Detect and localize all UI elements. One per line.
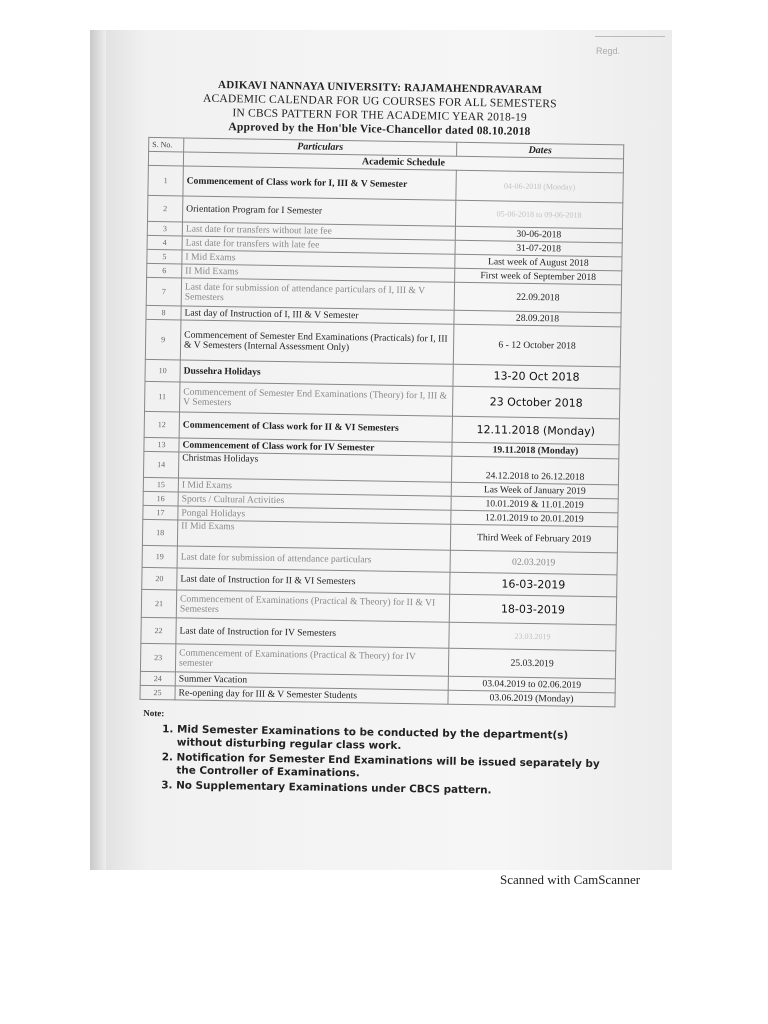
scanner-watermark: Scanned with CamScanner [500, 872, 641, 887]
row-number: 8 [146, 305, 181, 320]
row-date: 22.09.2018 [454, 282, 621, 313]
row-number: 18 [142, 519, 177, 546]
scanned-page [90, 30, 672, 870]
row-particular: Commencement of Semester End Examinations (Practicals) for I, III & V Semesters (Internal Assessment Only) [180, 320, 454, 364]
row-particular: Christmas Holidays [178, 452, 451, 482]
row-date: 03.06.2019 (Monday) [448, 690, 615, 707]
row-particular: Sports / Cultural Activities [178, 492, 451, 510]
row-particular: Commencement of Class work for II & VI Semesters [179, 412, 452, 442]
row-number: 5 [147, 249, 182, 264]
notes-label: Note: [143, 707, 165, 719]
row-number: 20 [142, 567, 177, 590]
row-date: Las Week of January 2019 [451, 482, 618, 499]
row-date: 10.01.2019 & 11.01.2019 [451, 496, 618, 513]
row-date-handwritten: 13-20 Oct 2018 [453, 364, 620, 389]
row-date: Last week of August 2018 [455, 254, 622, 271]
note-item: 2. Notification for Semester End Examinations will be issued separately by the Controller of Examinations. [176, 751, 608, 784]
corner-mark: Regd. [596, 46, 621, 56]
row-particular: Summer Vacation [175, 672, 448, 690]
row-particular: II Mid Exams [177, 520, 450, 550]
row-date: Third Week of February 2019 [450, 524, 617, 553]
row-number: 9 [145, 319, 181, 360]
row-particular: I Mid Exams [182, 250, 455, 268]
row-date: First week of September 2018 [455, 268, 622, 285]
row-date: 25.03.2019 [448, 648, 615, 679]
row-particular: Orientation Program for I Semester [182, 196, 455, 226]
row-date: 04-06-2018 (Monday) [456, 170, 623, 203]
row-particular: II Mid Exams [182, 264, 455, 282]
row-number: 3 [147, 221, 182, 236]
row-number: 2 [148, 195, 183, 222]
column-header-sno: S. No. [149, 137, 184, 152]
row-date: 24.12.2018 to 26.12.2018 [451, 456, 618, 485]
notes-list [176, 723, 609, 799]
row-number: 22 [141, 617, 176, 644]
row-particular: Last date for submission of attendance particulars of I, III & V Semesters [181, 278, 454, 310]
row-number: 14 [143, 451, 178, 478]
row-number: 11 [145, 381, 180, 412]
row-number: 15 [143, 477, 178, 492]
academic-calendar-table [139, 137, 624, 707]
row-number: 17 [143, 505, 178, 520]
row-number: 19 [142, 545, 177, 568]
row-date: 6 - 12 October 2018 [453, 324, 621, 367]
row-particular: Last date of Instruction for II & VI Semesters [177, 568, 450, 594]
row-number: 7 [146, 277, 181, 306]
row-number: 16 [143, 491, 178, 506]
row-number: 24 [140, 671, 175, 686]
document-body [90, 30, 672, 870]
row-number: 12 [144, 411, 179, 438]
row-particular: Commencement of Semester End Examinations (Theory) for I, III & V Semesters [180, 382, 453, 416]
row-particular: Dussehra Holidays [180, 360, 453, 386]
section-spacer [148, 151, 183, 166]
row-date: 03.04.2019 to 02.06.2019 [448, 676, 615, 693]
row-date: 05-06-2018 to 09-06-2018 [455, 200, 622, 229]
row-number: 21 [141, 589, 176, 618]
corner-rule [595, 36, 665, 37]
calendar-subtitle: IN CBCS PATTERN FOR THE ACADEMIC YEAR 2018-19 [232, 107, 528, 124]
row-particular: Commencement of Class work for IV Semester [179, 438, 452, 456]
row-date-handwritten: 12.11.2018 (Monday) [452, 416, 619, 445]
approval-line: Approved by the Hon'ble Vice-Chancellor dated 08.10.2018 [228, 121, 531, 138]
row-number: 6 [147, 263, 182, 278]
row-date: 28.09.2018 [454, 310, 621, 327]
row-date-handwritten: 18-03-2019 [449, 594, 616, 625]
note-item: 1. Mid Semester Examinations to be conducted by the department(s) without disturbing regular class work. [177, 723, 609, 756]
row-number: 23 [140, 643, 175, 672]
row-particular: Re-opening day for III & V Semester Students [175, 686, 448, 704]
row-date: 30-06-2018 [455, 226, 622, 243]
row-particular: Pongal Holidays [178, 506, 451, 524]
row-particular: Last date for transfers with late fee [182, 236, 455, 254]
calendar-title: ACADEMIC CALENDAR FOR UG COURSES FOR ALL SEMESTERS [202, 92, 557, 111]
row-particular: Commencement of Examinations (Practical & Theory) for IV semester [175, 644, 448, 676]
university-name: ADIKAVI NANNAYA UNIVERSITY: RAJAMAHENDRAVARAM [218, 79, 543, 97]
row-date: 31-07-2018 [455, 240, 622, 257]
row-particular: Last date for submission of attendance particulars [177, 546, 450, 572]
row-particular: Last date for transfers without late fee [182, 222, 455, 240]
row-date: 12.01.2019 to 20.01.2019 [451, 510, 618, 527]
row-particular: Last date of Instruction for IV Semesters [176, 618, 449, 648]
row-date: 02.03.2019 [450, 550, 617, 575]
row-number: 4 [147, 235, 182, 250]
row-particular: Commencement of Examinations (Practical & Theory) for II & VI Semesters [176, 590, 449, 622]
row-date-handwritten: 16-03-2019 [450, 572, 617, 597]
section-title: Academic Schedule [183, 152, 623, 173]
row-date: 23.03.2019 [449, 622, 616, 651]
row-date-handwritten: 23 October 2018 [452, 386, 619, 419]
column-header-particulars: Particulars [184, 138, 457, 156]
row-particular: Last day of Instruction of I, III & V Semester [181, 306, 454, 324]
notes-section [138, 707, 609, 801]
column-header-dates: Dates [457, 142, 624, 159]
row-date: 19.11.2018 (Monday) [452, 442, 619, 459]
row-number: 1 [148, 165, 183, 196]
row-particular: I Mid Exams [178, 478, 451, 496]
document-header [90, 76, 671, 141]
row-number: 10 [145, 359, 180, 382]
note-item: 3. No Supplementary Examinations under CBCS pattern. [176, 779, 608, 799]
row-number: 25 [140, 685, 175, 700]
row-particular: Commencement of Class work for I, III & V Semester [183, 166, 456, 200]
row-number: 13 [144, 437, 179, 452]
